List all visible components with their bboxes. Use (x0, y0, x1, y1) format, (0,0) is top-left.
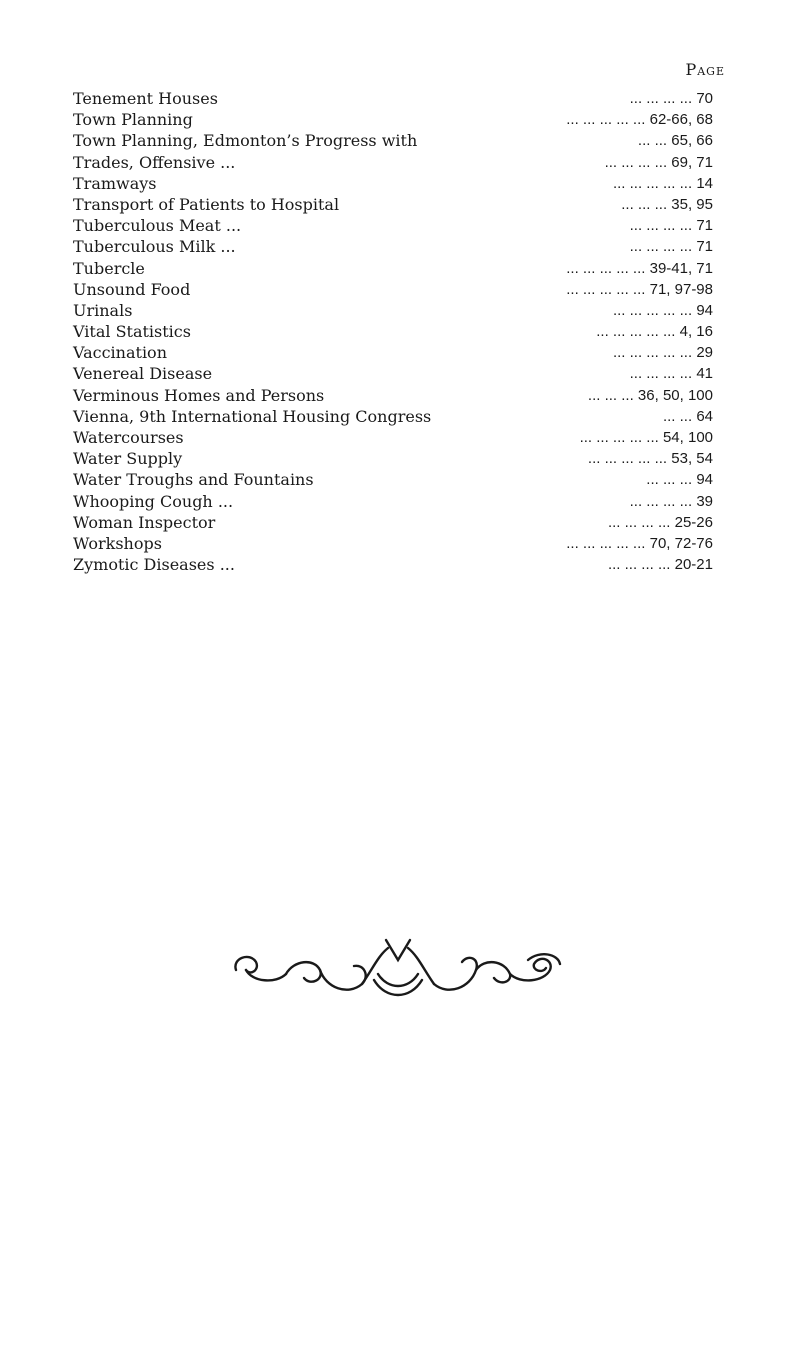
entry-pages (630, 88, 713, 109)
entry-leader: ... ... ... ... ... (566, 259, 646, 277)
entry-leader: ... ... ... (621, 195, 668, 213)
entry-leader: ... ... ... (646, 471, 693, 489)
index-entry (73, 258, 713, 279)
entry-term: Town Planning, Edmonton’s Progress with (73, 131, 418, 151)
entry-pages (630, 215, 713, 236)
entry-page-numbers: 39 (696, 492, 713, 510)
entry-page-numbers: 65, 66 (671, 132, 713, 150)
entry-pages (566, 258, 713, 279)
entry-pages (566, 533, 713, 554)
entry-page-numbers: 71, 97-98 (649, 280, 713, 298)
page-column-heading: Page (685, 60, 725, 79)
entry-pages (613, 300, 713, 321)
entry-pages (588, 448, 713, 469)
entry-leader: ... ... ... ... ... (566, 280, 646, 298)
entry-leader: ... ... ... ... (604, 153, 668, 171)
entry-term: Unsound Food (73, 279, 191, 299)
entry-page-numbers: 71 (696, 238, 713, 256)
index-entry (73, 512, 713, 533)
entry-pages (621, 194, 713, 215)
entry-pages (646, 469, 713, 490)
entry-leader: ... ... ... ... ... (612, 174, 693, 192)
entry-leader: ... ... (637, 132, 668, 150)
index-entry (73, 173, 713, 194)
entry-pages (608, 554, 713, 575)
entry-page-numbers: 94 (696, 301, 713, 319)
entry-leader: ... ... ... ... ... (612, 344, 693, 362)
index-entry (73, 215, 713, 236)
entry-term: Urinals (73, 300, 133, 320)
index-entry (73, 427, 713, 448)
entry-page-numbers: 69, 71 (671, 153, 713, 171)
entry-term: Vital Statistics (73, 322, 191, 342)
entry-leader: ... ... ... ... ... (579, 429, 659, 446)
entry-term: Workshops (73, 533, 162, 553)
entry-page-numbers: 62-66, 68 (649, 111, 713, 129)
entry-pages (638, 130, 713, 151)
index-entry (73, 130, 713, 151)
entry-pages (613, 173, 713, 194)
entry-page-numbers: 70, 72-76 (649, 534, 713, 552)
entry-page-numbers: 53, 54 (671, 450, 713, 468)
index-entry (73, 469, 713, 490)
entry-leader: ... ... ... ... (607, 556, 671, 574)
entry-page-numbers: 4, 16 (679, 323, 713, 341)
entry-page-numbers: 94 (696, 471, 713, 489)
entry-page-numbers: 14 (696, 174, 713, 192)
entry-term: Tuberculous Milk ... (73, 237, 236, 257)
index-entry (73, 491, 713, 512)
entry-leader: ... ... ... ... (629, 365, 693, 383)
entry-page-numbers: 35, 95 (671, 195, 713, 213)
entry-term: Tenement Houses (73, 89, 218, 108)
entry-term: Vienna, 9th International Housing Congress (73, 406, 432, 426)
entry-page-numbers: 20-21 (674, 556, 713, 574)
index-entry (73, 152, 713, 173)
index-entry (73, 236, 713, 257)
entry-term: Tubercle (73, 258, 145, 278)
entry-pages (588, 385, 713, 406)
entry-term: Woman Inspector (73, 512, 216, 532)
entry-leader: ... ... ... ... ... (566, 534, 646, 552)
index-entry (73, 279, 713, 300)
entry-leader: ... ... ... ... ... (587, 450, 668, 468)
entry-term: Verminous Homes and Persons (73, 385, 325, 405)
entry-page-numbers: 25-26 (674, 513, 713, 531)
index-entry (73, 448, 713, 469)
index-entry (73, 88, 713, 109)
entry-leader: ... ... ... ... (629, 90, 693, 107)
entry-page-numbers: 39-41, 71 (649, 259, 713, 277)
entry-leader: ... ... (662, 407, 693, 425)
entry-page-numbers: 36, 50, 100 (637, 386, 713, 404)
index-entry (73, 406, 713, 427)
entry-pages (608, 512, 713, 533)
entry-page-numbers: 64 (696, 407, 713, 425)
index-entry (73, 194, 713, 215)
entry-page-numbers: 71 (696, 217, 713, 235)
entry-term: Trades, Offensive ... (73, 152, 236, 172)
entry-term: Watercourses (73, 428, 184, 447)
entry-page-numbers: 29 (696, 344, 713, 362)
entry-pages (630, 363, 713, 384)
entry-leader: ... ... ... ... (629, 217, 693, 235)
index-entry (73, 342, 713, 363)
index-entry (73, 554, 713, 575)
entry-leader: ... ... ... ... ... (566, 111, 646, 129)
entry-term: Town Planning (73, 110, 193, 130)
entry-pages (580, 427, 713, 448)
entry-pages (566, 109, 713, 130)
entry-leader: ... ... ... ... ... (596, 323, 676, 341)
index-entry (73, 321, 713, 342)
index-list (73, 88, 713, 575)
index-entry (73, 533, 713, 554)
entry-pages (605, 152, 713, 173)
entry-pages (630, 491, 713, 512)
index-entry (73, 109, 713, 130)
entry-leader: ... ... ... (587, 386, 634, 404)
index-entry (73, 385, 713, 406)
entry-pages (613, 342, 713, 363)
entry-term: Tramways (73, 173, 157, 193)
index-entry (73, 363, 713, 384)
entry-term: Zymotic Diseases ... (73, 555, 235, 575)
entry-page-numbers: 54, 100 (662, 429, 713, 446)
entry-leader: ... ... ... ... ... (612, 301, 693, 319)
entry-pages (630, 236, 713, 257)
entry-leader: ... ... ... ... (607, 513, 671, 531)
entry-leader: ... ... ... ... (629, 238, 693, 256)
entry-term: Whooping Cough ... (73, 491, 234, 511)
entry-page-numbers: 41 (696, 365, 713, 383)
entry-term: Water Troughs and Fountains (73, 470, 314, 490)
entry-term: Water Supply (73, 449, 183, 469)
entry-leader: ... ... ... ... (629, 492, 693, 510)
entry-pages (596, 321, 713, 342)
entry-term: Tuberculous Meat ... (73, 216, 242, 236)
entry-page-numbers: 70 (696, 90, 713, 107)
entry-term: Vaccination (73, 343, 167, 363)
entry-term: Transport of Patients to Hospital (73, 194, 340, 214)
entry-pages (663, 406, 713, 427)
entry-pages (566, 279, 713, 300)
entry-term: Venereal Disease (73, 364, 213, 384)
index-entry (73, 300, 713, 321)
scroll-flourish-icon (228, 930, 568, 1010)
